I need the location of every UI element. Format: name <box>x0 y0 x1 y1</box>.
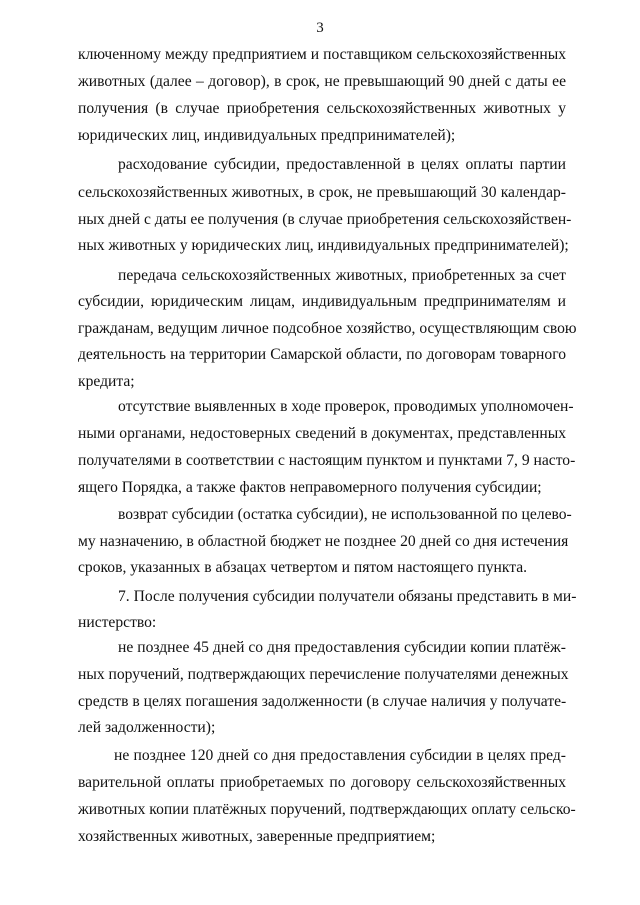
text-line: возврат субсидии (остатка субсидии), не использованной по целево- <box>118 506 572 523</box>
text-line: сельскохозяйственных животных, в срок, не превышающий 30 календар- <box>78 184 566 201</box>
text-line: кредита; <box>78 373 135 390</box>
text-line: отсутствие выявленных в ходе проверок, проводимых уполномочен- <box>118 398 574 415</box>
text-line: получения (в случае приобретения сельскохозяйственных животных у <box>78 100 566 117</box>
text-line: нистерство: <box>78 614 157 631</box>
text-line: ных поручений, подтверждающих перечисление получателями денежных <box>78 666 569 683</box>
text-line: получателями в соответствии с настоящим пунктом и пунктами 7, 9 насто- <box>78 452 576 469</box>
text-line: ящего Порядка, а также фактов неправомерного получения субсидии; <box>78 479 542 496</box>
text-line: средств в целях погашения задолженности (в случае наличия у получате- <box>78 693 567 710</box>
text-line: передача сельскохозяйственных животных, приобретенных за счет <box>118 267 566 284</box>
text-line: животных (далее – договор), в срок, не превышающий 90 дней с даты ее <box>78 73 566 90</box>
text-line: лей задолженности); <box>78 719 216 736</box>
text-line: ных животных у юридических лиц, индивидуальных предпринимателей); <box>78 237 569 254</box>
text-line: му назначению, в областной бюджет не позднее 20 дней со дня истечения <box>78 533 569 550</box>
text-line: ключенному между предприятием и поставщиком сельскохозяйственных <box>78 46 566 63</box>
text-line: деятельность на территории Самарской области, по договорам товарного <box>78 346 566 363</box>
text-line: гражданам, ведущим личное подсобное хозяйство, осуществляющим свою <box>78 320 577 337</box>
text-line: не позднее 45 дней со дня предоставления субсидии копии платёж- <box>118 639 566 656</box>
text-line: 7. После получения субсидии получатели обязаны представить в ми- <box>118 588 577 605</box>
text-line: варительной оплаты приобретаемых по договору сельскохозяйственных <box>78 774 566 791</box>
text-line: ными органами, недостоверных сведений в документах, представленных <box>78 425 566 442</box>
text-line: субсидии, юридическим лицам, индивидуальным предпринимателям и <box>78 293 566 310</box>
text-line: ных дней с даты ее получения (в случае приобретения сельскохозяйствен- <box>78 211 572 228</box>
text-line: юридических лиц, индивидуальных предпринимателей); <box>78 127 456 144</box>
text-line: хозяйственных животных, заверенные предприятием; <box>78 828 436 845</box>
page-number: 3 <box>316 20 324 36</box>
text-line: расходование субсидии, предоставленной в целях оплаты партии <box>118 156 566 173</box>
text-line: сроков, указанных в абзацах четвертом и пятом настоящего пункта. <box>78 559 528 576</box>
text-line: не позднее 120 дней со дня предоставления субсидии в целях пред- <box>114 747 566 764</box>
text-line: животных копии платёжных поручений, подтверждающих оплату сельско- <box>78 801 576 818</box>
